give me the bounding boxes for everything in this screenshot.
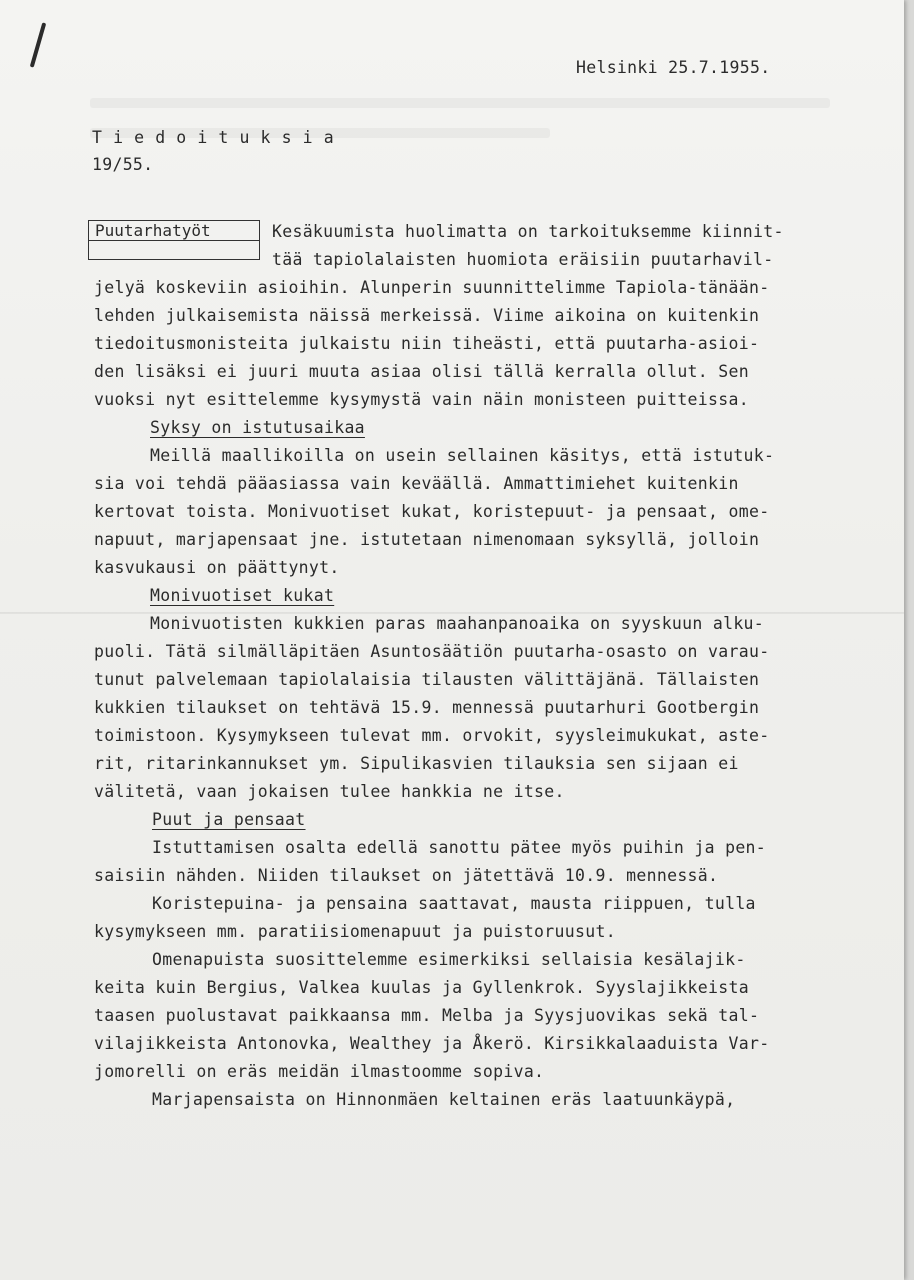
body-line: saisiin nähden. Niiden tilaukset on jätettävä 10.9. mennessä. bbox=[94, 866, 719, 885]
body-line: kukkien tilaukset on tehtävä 15.9. mennessä puutarhuri Gootbergin bbox=[94, 698, 760, 717]
body-line: puoli. Tätä silmälläpitäen Asuntosäätiön puutarha-osasto on varau- bbox=[94, 642, 770, 661]
body-line: välitetä, vaan jokaisen tulee hankkia ne itse. bbox=[94, 782, 565, 801]
body-line: taasen puolustavat paikkaansa mm. Melba ja Syysjuovikas sekä tal- bbox=[94, 1006, 760, 1025]
pen-mark bbox=[30, 22, 47, 67]
body-line: Meillä maallikoilla on usein sellainen käsitys, että istutuk- bbox=[150, 446, 775, 465]
intro-line: lehden julkaisemista näissä merkeissä. Viime aikoina on kuitenkin bbox=[94, 306, 760, 325]
section-heading: Monivuotiset kukat bbox=[150, 586, 335, 605]
topic-box-label: Puutarhatyöt bbox=[95, 221, 211, 240]
body-line: tunut palvelemaan tapiolalaisia tilausten välittäjänä. Tällaisten bbox=[94, 670, 760, 689]
body-line: vilajikkeista Antonovka, Wealthey ja Åkerö. Kirsikkalaaduista Var- bbox=[94, 1034, 770, 1053]
body-line: rit, ritarinkannukset ym. Sipulikasvien tilauksia sen sijaan ei bbox=[94, 754, 739, 773]
body-line: kasvukausi on päättynyt. bbox=[94, 558, 340, 577]
body-line: Marjapensaista on Hinnonmäen keltainen eräs laatuunkäypä, bbox=[152, 1090, 736, 1109]
intro-line: vuoksi nyt esittelemme kysymystä vain näin monisteen puitteissa. bbox=[94, 390, 749, 409]
body-line: toimistoon. Kysymykseen tulevat mm. orvokit, syysleimukukat, aste- bbox=[94, 726, 770, 745]
body-line: kertovat toista. Monivuotiset kukat, koristepuut- ja pensaat, ome- bbox=[94, 502, 770, 521]
body-line: Monivuotisten kukkien paras maahanpanoaika on syyskuun alku- bbox=[150, 614, 765, 633]
intro-line: tää tapiolalaisten huomiota eräisiin puutarhavil- bbox=[272, 250, 774, 269]
show-through-shadow bbox=[90, 98, 830, 108]
section-heading: Puut ja pensaat bbox=[152, 810, 306, 829]
body-line: keita kuin Bergius, Valkea kuulas ja Gyllenkrok. Syyslajikkeista bbox=[94, 978, 749, 997]
body-line: napuut, marjapensaat jne. istutetaan nimenomaan syksyllä, jolloin bbox=[94, 530, 760, 549]
intro-line: Kesäkuumista huolimatta on tarkoituksemme kiinnit- bbox=[272, 222, 784, 241]
topic-box bbox=[88, 220, 260, 260]
body-line: Koristepuina- ja pensaina saattavat, mausta riippuen, tulla bbox=[152, 894, 756, 913]
body-line: kysymykseen mm. paratiisiomenapuut ja puistoruusut. bbox=[94, 922, 616, 941]
section-heading: Syksy on istutusaikaa bbox=[150, 418, 365, 437]
intro-line: tiedoitusmonisteita julkaistu niin tiheästi, että puutarha-asioi- bbox=[94, 334, 760, 353]
place-date: Helsinki 25.7.1955. bbox=[576, 58, 771, 77]
body-line: jomorelli on eräs meidän ilmastoomme sopiva. bbox=[94, 1062, 545, 1081]
document-title: T i e d o i t u k s i a bbox=[92, 128, 335, 147]
body-line: Omenapuista suosittelemme esimerkiksi sellaisia kesälajik- bbox=[152, 950, 746, 969]
document-number: 19/55. bbox=[92, 155, 154, 174]
intro-line: den lisäksi ei juuri muuta asiaa olisi tällä kerralla ollut. Sen bbox=[94, 362, 749, 381]
body-line: sia voi tehdä pääasiassa vain keväällä. Ammattimiehet kuitenkin bbox=[94, 474, 739, 493]
body-line: Istuttamisen osalta edellä sanottu pätee myös puihin ja pen- bbox=[152, 838, 767, 857]
intro-line: jelyä koskeviin asioihin. Alunperin suunnittelimme Tapiola-tänään- bbox=[94, 278, 770, 297]
